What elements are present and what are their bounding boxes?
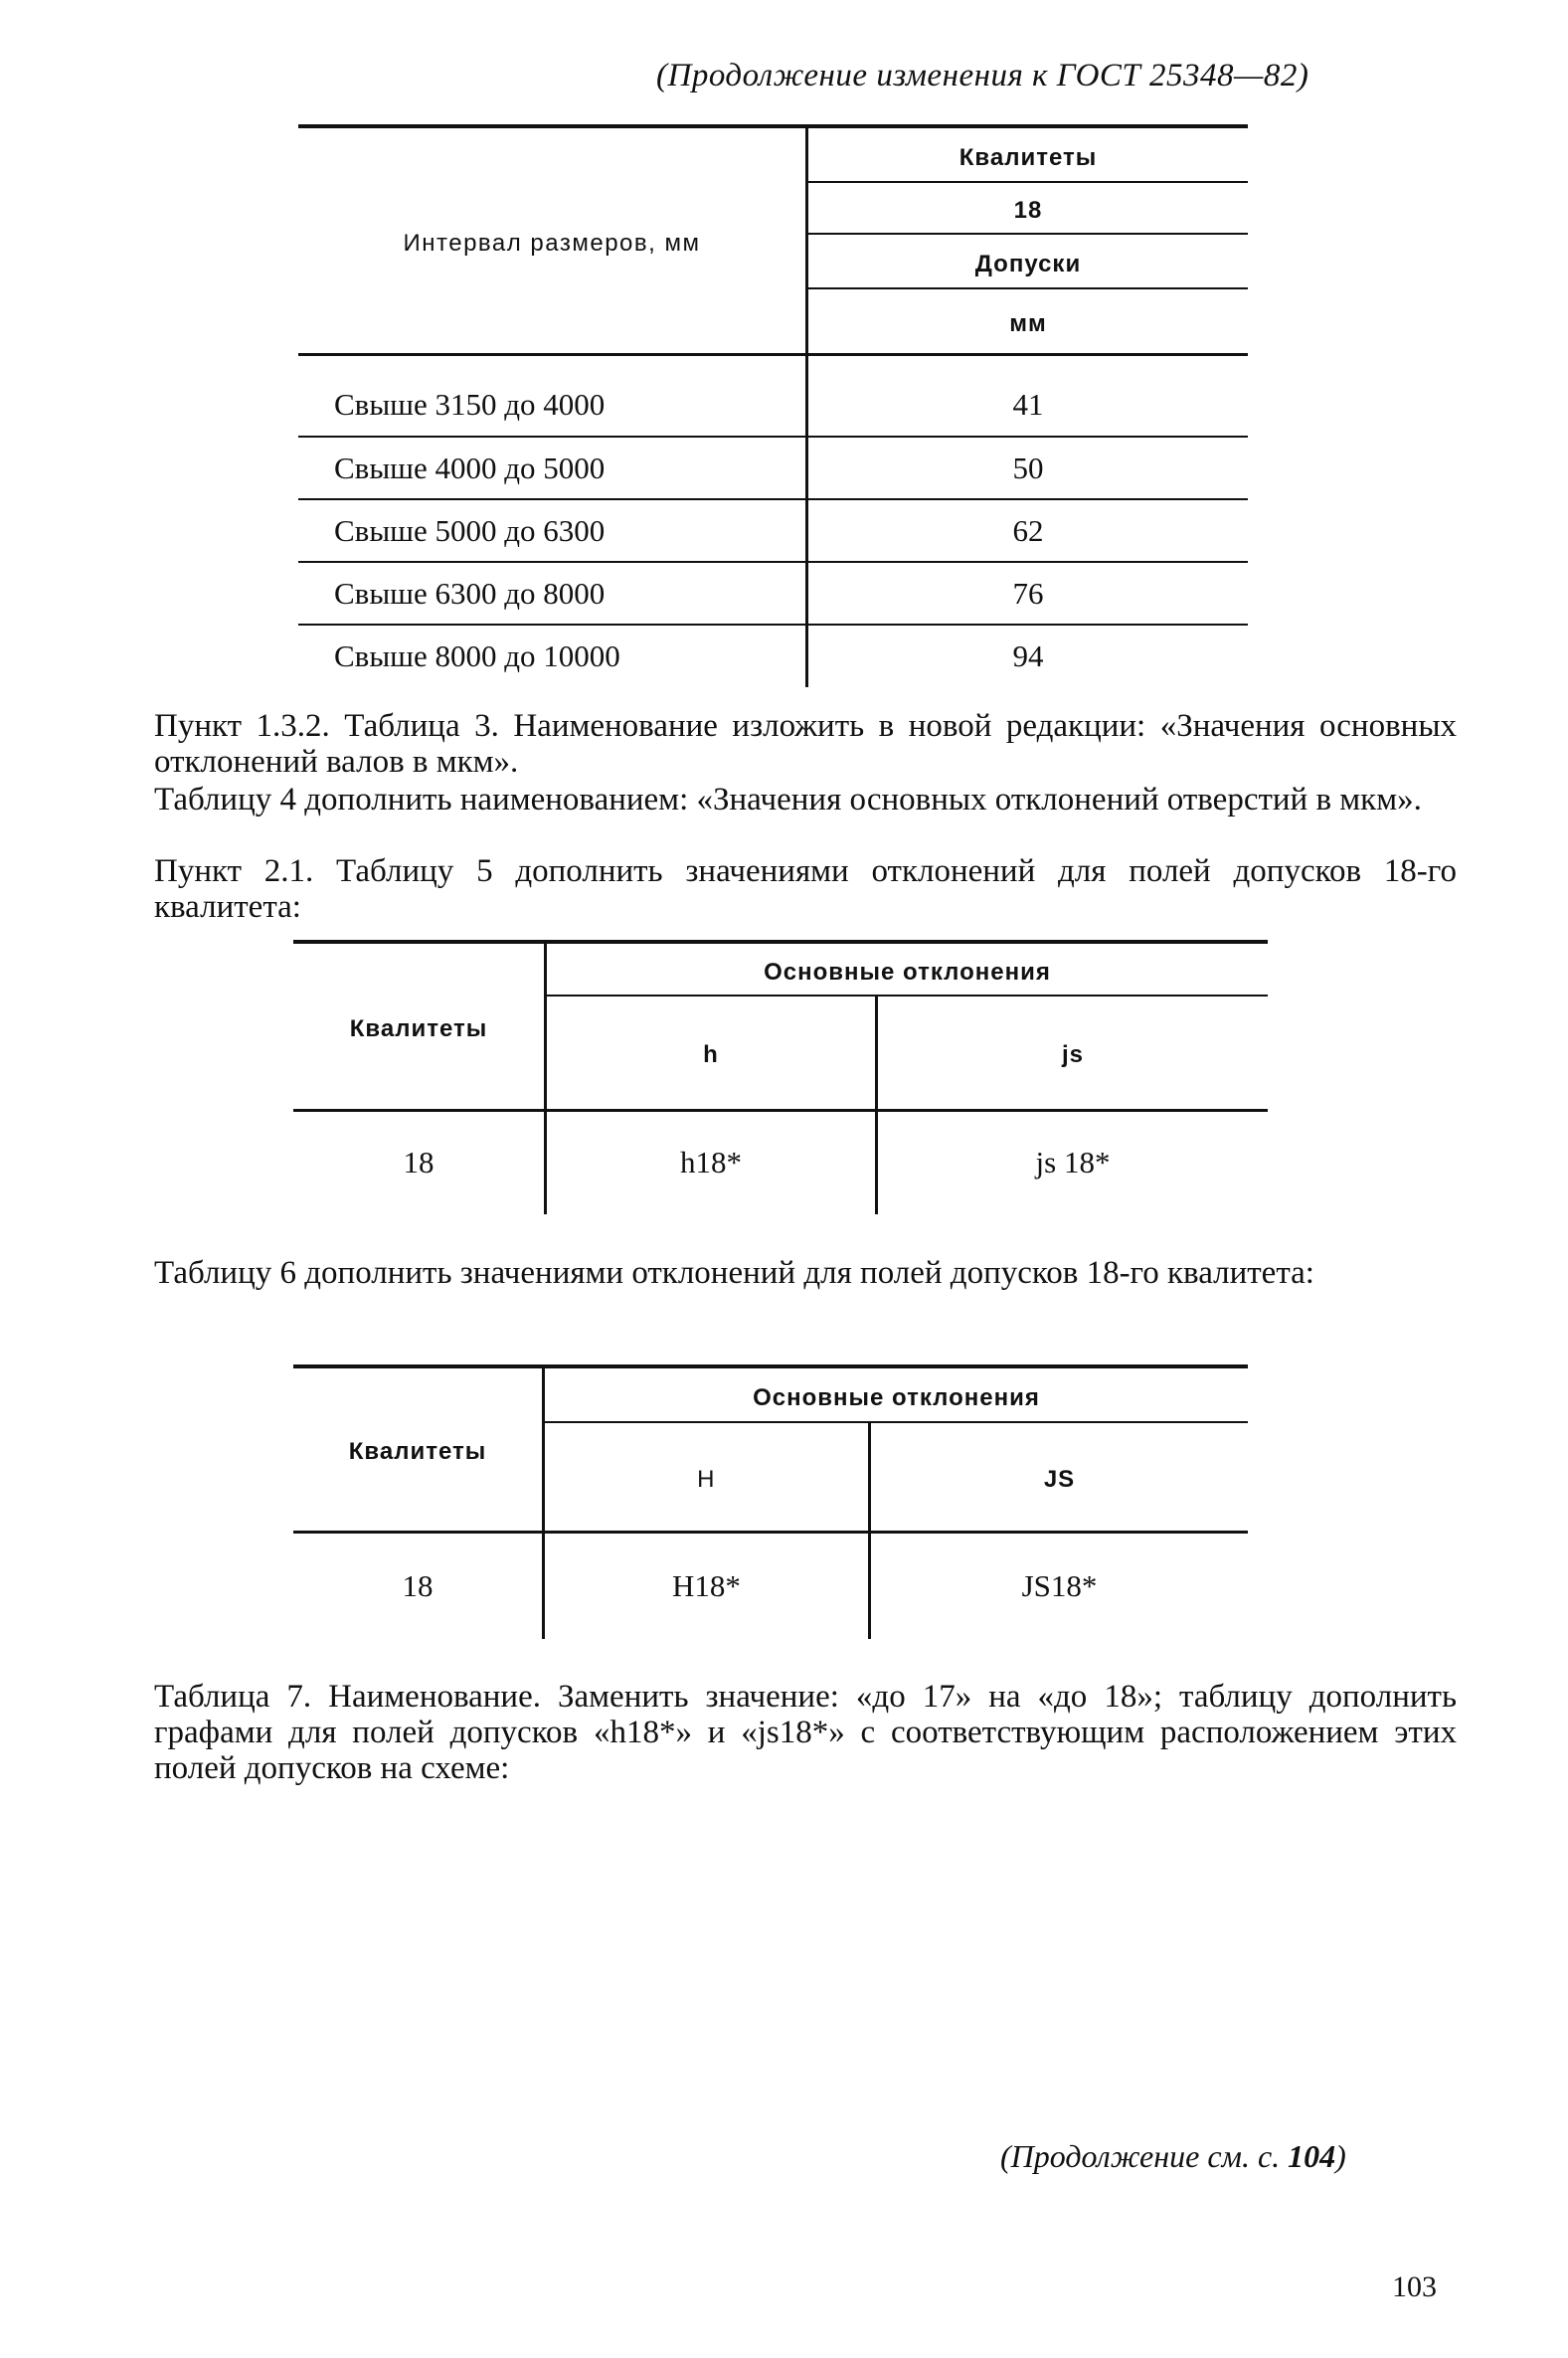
tolerance-value-cell: 76 [807, 562, 1249, 625]
main-deviations-header-cell [544, 1366, 1249, 1422]
page-number: 103 [1392, 2270, 1437, 2303]
sub-header-JS: JS [1043, 1465, 1076, 1493]
paragraph-table-7: Таблица 7. Наименование. Заменить значение: «до 17» на «до 18»; таблицу дополнить графами для полей допусков «h18*» и «js18*» с соответствующим расположением этих полей допусков на схеме: [154, 1679, 1457, 1786]
sub-header-h: h [703, 1041, 719, 1069]
table-row [293, 1110, 1268, 1214]
tolerances-header-cell [807, 234, 1249, 288]
tolerance-value-cell: 41 [807, 374, 1249, 437]
qualities-header: Квалитеты [349, 1014, 488, 1042]
qualities-header: Квалитеты [958, 143, 1098, 171]
quality-cell: 18 [293, 1110, 546, 1214]
table-row [298, 437, 1248, 499]
unit-label: мм [1009, 309, 1047, 337]
paragraph-item-1-3-2: Пункт 1.3.2. Таблица 3. Наименование изложить в новой редакции: «Значения основных отклонений валов в мкм». [154, 708, 1457, 780]
tolerance-value-cell: 62 [807, 499, 1249, 562]
size-interval-header: Интервал размеров, мм [403, 229, 701, 257]
sub-header-cell [870, 1422, 1249, 1532]
deviation-cell: js 18* [1035, 1145, 1111, 1180]
quality-value: 18 [1013, 197, 1043, 224]
tolerances-header: Допуски [974, 250, 1082, 277]
main-deviations-header-cell [546, 942, 1269, 996]
table-row [298, 499, 1248, 562]
qualities-header-cell [807, 126, 1249, 182]
size-interval-header-cell [298, 126, 807, 354]
sub-header-js: js [1061, 1041, 1084, 1069]
table-row [298, 374, 1248, 437]
continuation-page: 104 [1288, 2138, 1336, 2174]
continuation-mid: см. с. [1207, 2138, 1281, 2174]
deviation-cell: h18* [546, 1110, 877, 1214]
paragraph-table-6: Таблицу 6 дополнить значениями отклонений для полей допусков 18-го квалитета: [154, 1255, 1314, 1291]
interval-cell: Свыше 5000 до 6300 [298, 499, 807, 562]
qualities-header-cell [293, 1366, 544, 1532]
deviation-cell: JS18* [1021, 1567, 1098, 1603]
tolerance-value-cell: 94 [1012, 638, 1044, 673]
table-row [293, 1532, 1248, 1639]
continuation-footer [1000, 2138, 1346, 2175]
deviations-table-holes [293, 1364, 1248, 1639]
interval-cell: Свыше 3150 до 4000 [298, 374, 807, 437]
table-row [298, 562, 1248, 625]
continuation-prefix: (Продолжение [1000, 2138, 1200, 2174]
interval-cell: Свыше 8000 до 10000 [298, 625, 807, 687]
continuation-header: (Продолжение изменения к ГОСТ 25348—82) [656, 58, 1309, 93]
interval-cell: Свыше 6300 до 8000 [298, 562, 807, 625]
deviations-table-shafts [293, 940, 1268, 1214]
sub-header-H: H [697, 1465, 716, 1493]
continuation-suffix: ) [1335, 2138, 1346, 2174]
main-deviations-header: Основные отклонения [764, 958, 1051, 986]
quality-cell: 18 [293, 1532, 544, 1639]
sub-header-cell [546, 996, 877, 1110]
qualities-header-cell [293, 942, 546, 1110]
interval-cell: Свыше 4000 до 5000 [298, 437, 807, 499]
table-row [298, 625, 1248, 687]
tolerance-table [298, 124, 1248, 687]
deviation-cell: H18* [544, 1532, 870, 1639]
qualities-header: Квалитеты [348, 1438, 487, 1466]
tolerance-value-cell: 50 [807, 437, 1249, 499]
paragraph-item-2-1: Пункт 2.1. Таблицу 5 дополнить значениями отклонений для полей допусков 18-го квалитета: [154, 853, 1457, 925]
quality-cell [807, 182, 1249, 234]
unit-cell [807, 288, 1249, 354]
main-deviations-header: Основные отклонения [753, 1383, 1040, 1411]
sub-header-cell [544, 1422, 870, 1532]
paragraph-table-4: Таблицу 4 дополнить наименованием: «Значения основных отклонений отверстий в мкм». [154, 782, 1422, 817]
sub-header-cell [877, 996, 1269, 1110]
